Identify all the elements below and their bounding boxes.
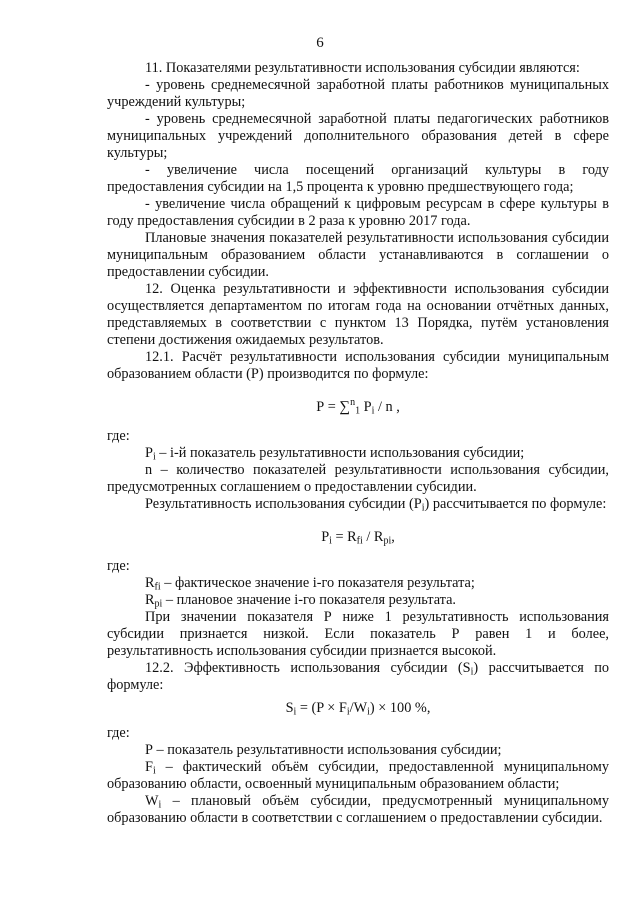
- where-label-2: где:: [107, 558, 130, 574]
- page-number: 6: [316, 35, 324, 51]
- definition-rfi: $R_{fi}$ – фактическое значение i-го показателя результата;: [145, 575, 475, 593]
- document-body: [107, 60, 609, 827]
- paragraph-12: 12. Оценка результативности и эффективности использования субсидии осуществляется департаментом по итогам года на основании отчётных данных, представляемых в соответствии с пунктом 13 Порядка, путём установления степени достижения ожидаемых результатов.: [107, 281, 609, 348]
- definition-wi: $W_i$ – плановый объём субсидии, предусмотренный муниципальному образованию области в соответствии с соглашением о предоставлении субсидии.: [107, 793, 609, 826]
- list-item-visits: - увеличение числа посещений организаций культуры в году предоставления субсидии на 1,5 процента к уровню предшествующего года;: [107, 162, 609, 195]
- paragraph-12-1: 12.1. Расчёт результативности использования субсидии муниципальным образованием области (Р) производится по формуле:: [107, 349, 609, 382]
- paragraph-result-formula: Результативность использования субсидии $(P_i)$ рассчитывается по формуле:: [145, 496, 607, 514]
- definition-rpi: $R_{pi}$ – плановое значение i-го показателя результата.: [145, 592, 457, 610]
- formula-pi: $P_i = R_{fi} / R_{pi}$,: [321, 529, 395, 547]
- list-item-salary-teachers: - уровень среднемесячной заработной платы педагогических работников муниципальных учреждений дополнительного образования детей в сфере культуры;: [107, 111, 609, 161]
- list-item-salary-culture: - уровень среднемесячной заработной платы работников муниципальных учреждений культуры;: [107, 77, 609, 110]
- where-label-3: где:: [107, 725, 130, 741]
- list-item-digital: - увеличение числа обращений к цифровым ресурсам в сфере культуры в году предоставления субсидии в 2 раза к уровню 2017 года.: [107, 196, 609, 229]
- paragraph-low-high: При значении показателя Р ниже 1 результативность использования субсидии признается низкой. Если показатель Р равен 1 и более, результативность использования субсидии признается высокой.: [107, 609, 609, 659]
- definition-p: Р – показатель результативности использования субсидии;: [145, 742, 502, 758]
- definition-fi: $F_i$ – фактический объём субсидии, предоставленной муниципальному образованию области, освоенный муниципальным образованием области;: [107, 759, 609, 792]
- definition-n: n – количество показателей результативности использования субсидии, предусмотренных соглашением о предоставлении субсидии.: [107, 462, 609, 495]
- paragraph-11: 11. Показателями результативности использования субсидии являются:: [145, 60, 580, 76]
- formula-si: $S_i = (P \times F_i/W_i) \times 100$ %,: [285, 700, 431, 718]
- where-label-1: где:: [107, 428, 130, 444]
- paragraph-plan-values: Плановые значения показателей результативности использования субсидии муниципальным образованием области устанавливаются в соглашении о предоставлении субсидии.: [107, 230, 609, 280]
- definition-pi: $P_i - i-й$ показатель результативности использования субсидии;: [145, 445, 525, 463]
- formula-result: Р = ∑$^n_1$ $P_i$ / n ,: [316, 397, 400, 417]
- paragraph-12-2: 12.2. Эффективность использования субсидии $(S_i)$ рассчитывается по формуле:: [107, 660, 609, 693]
